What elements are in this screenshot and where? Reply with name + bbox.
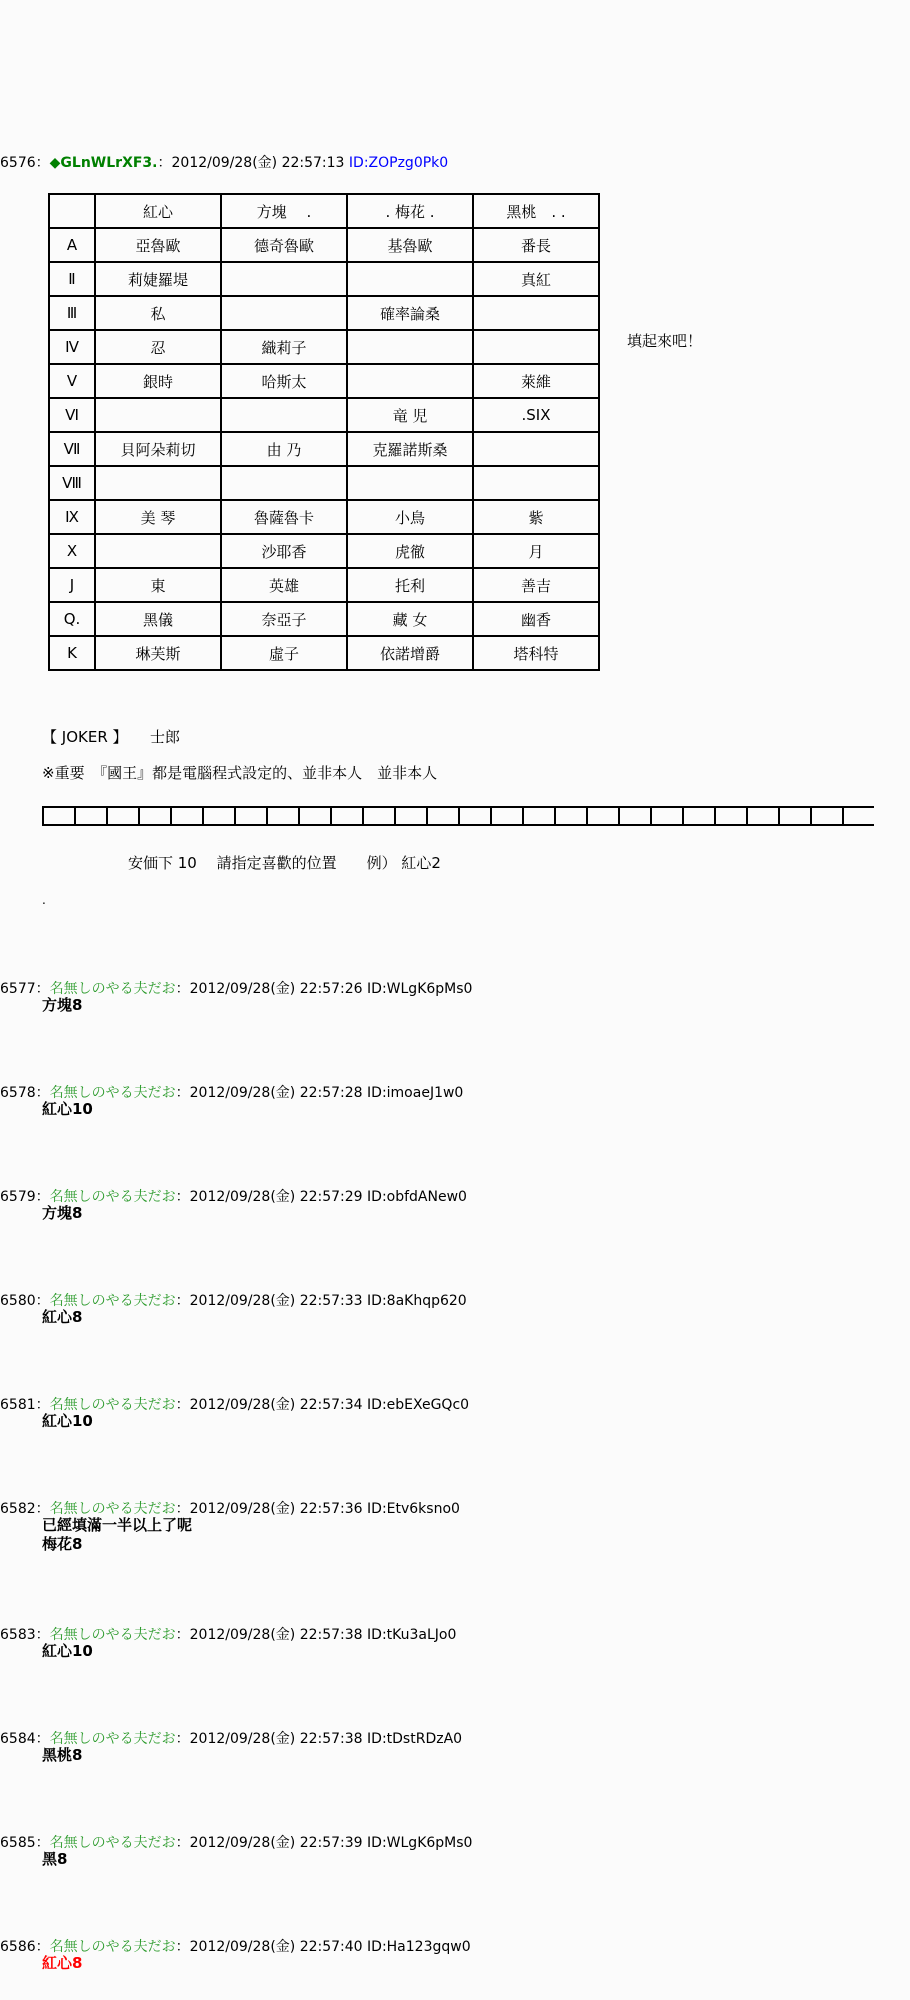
table-cell: 東: [95, 568, 221, 602]
ruler-tick: [490, 806, 492, 826]
ruler-tick: [426, 806, 428, 826]
ruler-tick: [42, 806, 44, 826]
post-meta: ：2012/09/28(金) 22:57:29 ID:obfdANew0: [175, 1189, 467, 1205]
poster-name[interactable]: 名無しのやる夫だお: [49, 1501, 176, 1517]
table-cell: 英雄: [221, 568, 347, 602]
ruler-tick: [842, 806, 844, 826]
ruler-tick: [682, 806, 684, 826]
reply-header: [0, 1082, 463, 1102]
table-cell: [473, 432, 599, 466]
ruler-tick: [650, 806, 652, 826]
reply-line: 方塊8: [42, 1204, 83, 1222]
ruler-tick: [298, 806, 300, 826]
reply-line: 黑桃8: [42, 1746, 83, 1764]
rank-cell: Ⅷ: [49, 466, 95, 500]
ruler-tick: [522, 806, 524, 826]
table-cell: 織莉子: [221, 330, 347, 364]
table-cell: 真紅: [473, 262, 599, 296]
table-cell: 虛子: [221, 636, 347, 670]
post-meta: ：2012/09/28(金) 22:57:38 ID:tDstRDzA0: [175, 1731, 463, 1747]
table-row: [49, 262, 599, 296]
table-cell: [221, 296, 347, 330]
table-cell: 確率論桑: [347, 296, 473, 330]
table-cell: [473, 296, 599, 330]
rank-cell: J: [49, 568, 95, 602]
ruler-tick: [330, 806, 332, 826]
reply-line: 紅心10: [42, 1412, 93, 1430]
reply-line: 梅花8: [42, 1535, 83, 1553]
post-meta: ：2012/09/28(金) 22:57:36 ID:Etv6ksno0: [175, 1501, 460, 1517]
table-cell: [473, 330, 599, 364]
poster-name[interactable]: 名無しのやる夫だお: [49, 1627, 176, 1643]
poster-name[interactable]: 名無しのやる夫だお: [49, 1397, 176, 1413]
table-row: [49, 398, 599, 432]
rank-cell: Q.: [49, 602, 95, 636]
table-cell: 莉婕羅堤: [95, 262, 221, 296]
side-note: 填起來吧！: [627, 332, 703, 350]
separator: ：: [35, 1501, 50, 1517]
table-cell: [221, 262, 347, 296]
table-row: [49, 364, 599, 398]
separator: ：: [35, 155, 50, 171]
reply-header: [0, 1290, 467, 1310]
table-cell: 月: [473, 534, 599, 568]
column-header: 紅心: [95, 194, 221, 228]
post-meta: ：2012/09/28(金) 22:57:39 ID:WLgK6pMs0: [175, 1835, 473, 1851]
post-datetime: ：2012/09/28(金) 22:57:13: [157, 155, 345, 171]
ruler-tick: [554, 806, 556, 826]
table-row: [49, 330, 599, 364]
table-cell: .SIX: [473, 398, 599, 432]
separator: ：: [35, 1293, 50, 1309]
table-cell: [95, 534, 221, 568]
poster-name[interactable]: 名無しのやる夫だお: [49, 1293, 176, 1309]
post-meta: ：2012/09/28(金) 22:57:28 ID:imoaeJ1w0: [175, 1085, 464, 1101]
reply-body: [42, 1850, 67, 1869]
reply-line: 黑8: [42, 1850, 68, 1868]
reply-line: 已經填滿一半以上了呢: [42, 1516, 193, 1534]
post-number: 6581: [0, 1397, 36, 1413]
ruler-tick: [106, 806, 108, 826]
notice-line: ※重要 『國王』都是電腦程式設定的、並非本人 並非本人: [42, 764, 438, 782]
table-row: [49, 534, 599, 568]
table-cell: 番長: [473, 228, 599, 262]
ruler-tick: [714, 806, 716, 826]
poster-id[interactable]: ID:ZOPzg0Pk0: [348, 155, 449, 171]
table-cell: 德奇魯歐: [221, 228, 347, 262]
card-grid-table: [48, 193, 600, 671]
reply-body: [42, 1204, 82, 1223]
reply-header: [0, 1728, 462, 1748]
post-number: 6584: [0, 1731, 36, 1747]
post-number: 6577: [0, 981, 36, 997]
post-number: 6576: [0, 155, 36, 171]
table-row: [49, 602, 599, 636]
table-row: [49, 466, 599, 500]
poster-name[interactable]: 名無しのやる夫だお: [49, 1835, 176, 1851]
poster-name[interactable]: GLnWLrXF3.: [60, 155, 158, 171]
reply-header: [0, 1394, 469, 1414]
column-header: 黑桃 . .: [473, 194, 599, 228]
reply-header: [0, 1498, 460, 1518]
reply-body: [42, 1954, 82, 1973]
table-cell: [95, 466, 221, 500]
ruler-tick: [202, 806, 204, 826]
reply-header: [0, 1832, 472, 1852]
poster-name[interactable]: 名無しのやる夫だお: [49, 1939, 176, 1955]
table-cell: [347, 262, 473, 296]
table-cell: [221, 398, 347, 432]
ruler-tick: [618, 806, 620, 826]
table-row: [49, 636, 599, 670]
ruler-tick: [266, 806, 268, 826]
table-row: [49, 296, 599, 330]
ruler-tick: [586, 806, 588, 826]
post-meta: ：2012/09/28(金) 22:57:38 ID:tKu3aLJo0: [175, 1627, 457, 1643]
table-cell: 琳芙斯: [95, 636, 221, 670]
table-cell: 虎徹: [347, 534, 473, 568]
column-header: . 梅花 .: [347, 194, 473, 228]
post-number: 6586: [0, 1939, 36, 1955]
ruler-tick: [74, 806, 76, 826]
rank-cell: Ⅸ: [49, 500, 95, 534]
ruler-tick: [810, 806, 812, 826]
separator: ：: [35, 1939, 50, 1955]
reply-header: [0, 978, 472, 998]
table-cell: 幽香: [473, 602, 599, 636]
table-cell: 依諾增爵: [347, 636, 473, 670]
reply-body: [42, 1642, 93, 1661]
post-meta: ：2012/09/28(金) 22:57:40 ID:Ha123gqw0: [175, 1939, 471, 1955]
table-cell: [95, 398, 221, 432]
separator: ：: [35, 1731, 50, 1747]
post-meta: ：2012/09/28(金) 22:57:33 ID:8aKhqp620: [175, 1293, 467, 1309]
post-number: 6579: [0, 1189, 36, 1205]
rank-cell: Ⅱ: [49, 262, 95, 296]
separator: ：: [35, 1397, 50, 1413]
table-cell: 貝阿朵莉切: [95, 432, 221, 466]
table-cell: 黑儀: [95, 602, 221, 636]
joker-line: 【 JOKER 】 士郎: [42, 728, 181, 746]
reply-body: [42, 1308, 82, 1327]
reply-line: 紅心8: [42, 1954, 83, 1972]
reply-header: [0, 1936, 471, 1956]
rank-cell: Ⅶ: [49, 432, 95, 466]
reply-line: 紅心10: [42, 1100, 93, 1118]
ruler-tick: [170, 806, 172, 826]
poster-name[interactable]: 名無しのやる夫だお: [49, 1189, 176, 1205]
table-cell: 克羅諾斯桑: [347, 432, 473, 466]
table-cell: 銀時: [95, 364, 221, 398]
table-row: [49, 500, 599, 534]
rank-cell: Ⅵ: [49, 398, 95, 432]
table-cell: 魯薩魯卡: [221, 500, 347, 534]
reply-body: [42, 1412, 93, 1431]
ruler-tick: [234, 806, 236, 826]
post-number: 6585: [0, 1835, 36, 1851]
table-cell: 萊維: [473, 364, 599, 398]
rank-cell: Ⅹ: [49, 534, 95, 568]
separator: ：: [35, 1627, 50, 1643]
trip-diamond: ◆: [49, 155, 61, 171]
table-cell: 奈亞子: [221, 602, 347, 636]
table-cell: [347, 466, 473, 500]
ruler-tick: [138, 806, 140, 826]
table-cell: [347, 330, 473, 364]
table-cell: 善吉: [473, 568, 599, 602]
table-cell: 亞魯歐: [95, 228, 221, 262]
reply-header: [0, 1186, 467, 1206]
poster-name[interactable]: 名無しのやる夫だお: [49, 981, 176, 997]
ruler-tick: [746, 806, 748, 826]
dot-mark: .: [42, 893, 46, 907]
column-header: 方塊 .: [221, 194, 347, 228]
separator: ：: [35, 981, 50, 997]
table-cell: 忍: [95, 330, 221, 364]
table-row: [49, 432, 599, 466]
post-number: 6583: [0, 1627, 36, 1643]
column-header: [49, 194, 95, 228]
table-cell: 竜 児: [347, 398, 473, 432]
rank-cell: K: [49, 636, 95, 670]
instruction-line: 安価下 10 請指定喜歡的位置 例） 紅心2: [128, 854, 441, 872]
table-cell: 紫: [473, 500, 599, 534]
ruler-tick: [458, 806, 460, 826]
post-number: 6580: [0, 1293, 36, 1309]
post-number: 6582: [0, 1501, 36, 1517]
table-cell: 私: [95, 296, 221, 330]
table-cell: [347, 364, 473, 398]
reply-line: 紅心10: [42, 1642, 93, 1660]
reply-header: [0, 1624, 456, 1644]
rank-cell: Ⅴ: [49, 364, 95, 398]
op-post-header: [0, 152, 448, 172]
table-cell: 基魯歐: [347, 228, 473, 262]
rank-cell: Ⅲ: [49, 296, 95, 330]
table-cell: [221, 466, 347, 500]
separator: ：: [35, 1189, 50, 1205]
post-meta: ：2012/09/28(金) 22:57:34 ID:ebEXeGQc0: [175, 1397, 470, 1413]
reply-line: 方塊8: [42, 996, 83, 1014]
table-cell: 藏 女: [347, 602, 473, 636]
ruler-tick: [362, 806, 364, 826]
separator: ：: [35, 1835, 50, 1851]
table-row: [49, 228, 599, 262]
table-header-row: [49, 194, 599, 228]
ruler-tick: [394, 806, 396, 826]
post-meta: ：2012/09/28(金) 22:57:26 ID:WLgK6pMs0: [175, 981, 473, 997]
table-cell: 塔科特: [473, 636, 599, 670]
reply-body: [42, 1516, 192, 1554]
table-row: [49, 568, 599, 602]
separator: ：: [35, 1085, 50, 1101]
reply-body: [42, 1100, 93, 1119]
table-cell: [473, 466, 599, 500]
post-number: 6578: [0, 1085, 36, 1101]
rank-cell: A: [49, 228, 95, 262]
table-cell: 美 琴: [95, 500, 221, 534]
reply-body: [42, 996, 82, 1015]
reply-line: 紅心8: [42, 1308, 83, 1326]
reply-body: [42, 1746, 82, 1765]
table-cell: 哈斯太: [221, 364, 347, 398]
table-cell: 小鳥: [347, 500, 473, 534]
ruler-tick: [778, 806, 780, 826]
poster-name[interactable]: 名無しのやる夫だお: [49, 1731, 176, 1747]
poster-name[interactable]: 名無しのやる夫だお: [49, 1085, 176, 1101]
rank-cell: Ⅳ: [49, 330, 95, 364]
table-cell: 沙耶香: [221, 534, 347, 568]
table-cell: 托利: [347, 568, 473, 602]
grid-ruler: [42, 806, 874, 826]
table-cell: 由 乃: [221, 432, 347, 466]
